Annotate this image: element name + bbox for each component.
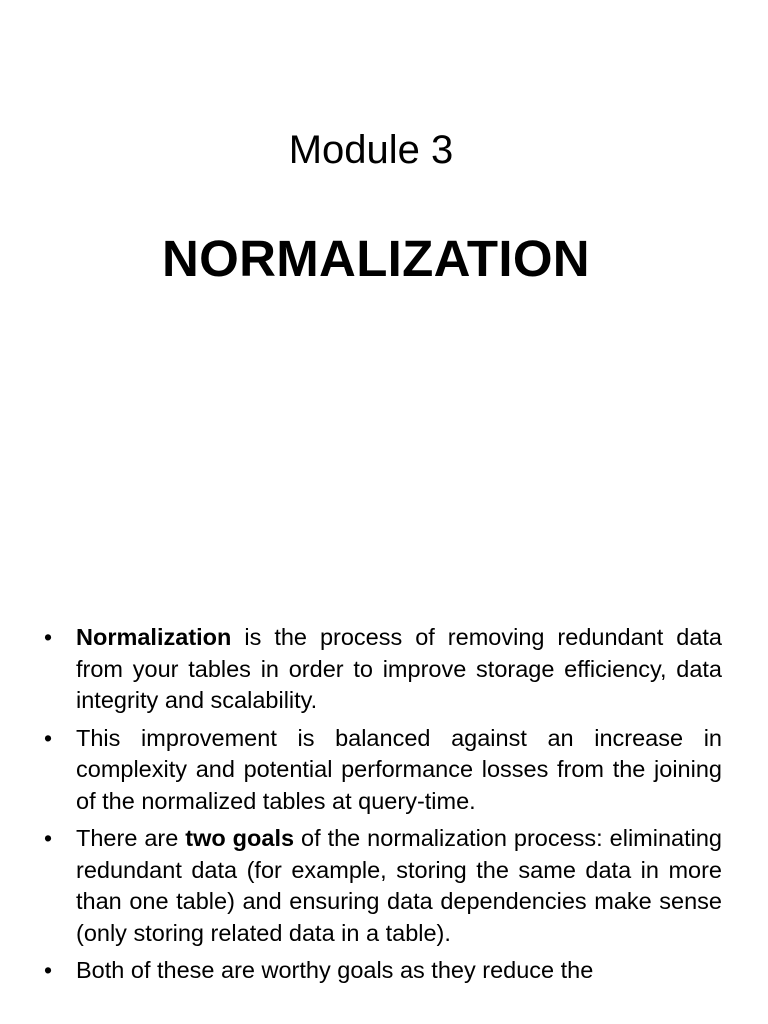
bullet-point-icon: • [44,624,53,650]
bullet-item-goals [44,823,722,949]
bullet-point-icon: • [44,957,53,983]
bullet-item-tradeoff [44,723,722,818]
bullet-text-post: of the normalization process: eliminating redundant data (for example, storing the same data in more than one table) and ensuring data dependencies make sense (only storing related data in a table). [76,825,722,946]
bullet-list [44,622,722,993]
bullet-item-normalization-definition [44,622,722,717]
bullet-point-icon: • [44,825,53,851]
term-two-goals: two goals [185,825,295,851]
module-subtitle: Module 3 [288,128,454,172]
bullet-point-icon: • [44,724,53,751]
bullet-text: is the process of removing redundant data from your tables in order to improve storage efficiency, data integrity and scalability. [76,624,722,713]
bullet-item-worthy-goals [44,955,722,987]
bullet-text: This improvement is balanced against an increase in complexity and potential performance losses from the joining of the normalized tables at query-time. [76,724,722,814]
term-normalization: Normalization [76,624,232,650]
bullet-text: Both of these are worthy goals as they reduce the [76,957,594,983]
slide-title: NORMALIZATION [162,230,590,287]
bullet-text-pre: There are [76,825,186,851]
